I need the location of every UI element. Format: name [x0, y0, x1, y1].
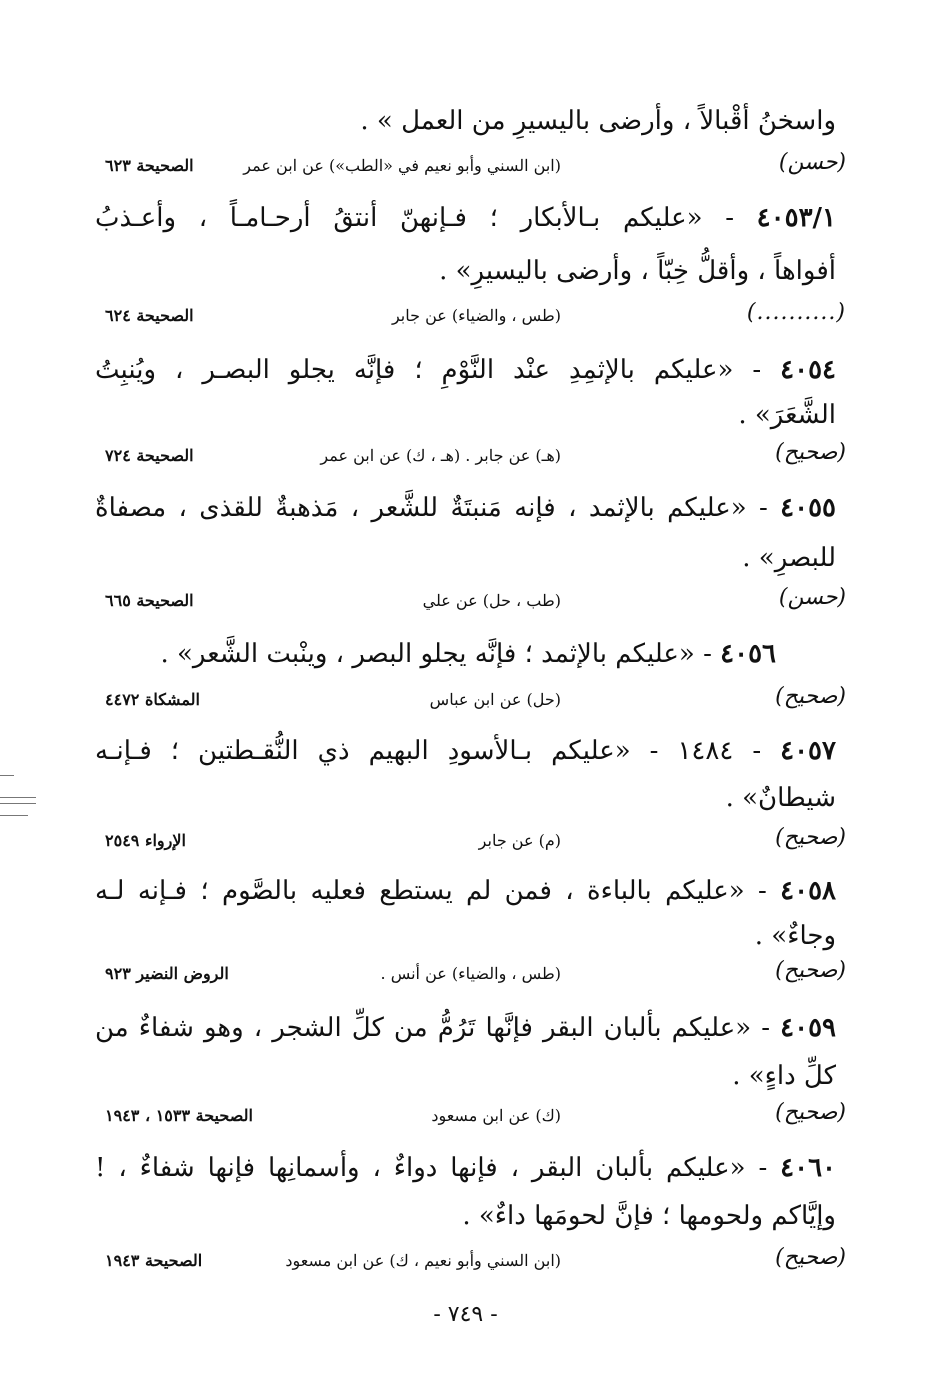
grade-label: (صحيح) [775, 958, 846, 983]
reference-text: (طس ، والضياء) عن جابر [391, 306, 561, 325]
hadith-text: - «عليكم بالإثمد ؛ فإنَّه يجلو البصر ، وينْبت الشَّعر» . [160, 639, 712, 669]
scan-margin-mark [0, 803, 36, 804]
hadith-line [95, 1010, 836, 1046]
hadith-line [95, 733, 836, 769]
scan-margin-mark [0, 775, 14, 776]
reference-text: (طب ، حل) عن علي [422, 591, 561, 610]
source-line [95, 684, 846, 724]
hadith-text: - «عليكم بالباءة ، فمن لم يستطع فعليه بالصَّوم ؛ فـإنه لـه [95, 876, 767, 906]
book-reference: الصحيحة ٦٢٤ [105, 306, 194, 325]
source-line [95, 825, 846, 865]
hadith-text: - «عليكم بـالأبكار ؛ فـإنهنّ أنتقُ أرحـامـاً ، وأعـذبُ [95, 203, 734, 233]
hadith-line [95, 490, 836, 526]
grade-label: (صحيح) [775, 440, 846, 465]
source-line [95, 1245, 846, 1285]
hadith-number: ٤٠٥٥ [780, 493, 836, 523]
hadith-text: - «عليكم بالإثمد ، فإنه مَنبتَةٌ للشَّعر ، مَذهبةٌ للقذى ، مصفاةٌ [95, 493, 768, 523]
reference-text: (طس ، والضياء) عن أنس . [380, 964, 561, 983]
hadith-line [95, 200, 836, 236]
grade-label: (صحيح) [775, 684, 846, 709]
book-reference: الصحيحة ١٥٣٣ ، ١٩٤٣ [105, 1106, 253, 1125]
grade-label: (حسن) [778, 150, 846, 175]
hadith-line [95, 1150, 836, 1186]
hadith-text: - «عليكم بألبان البقر فإنَّها تَرُمُّ من كلِّ الشجر ، وهو شفاءٌ من [95, 1013, 771, 1043]
hadith-number: ٤٠٥٩ [780, 1013, 837, 1043]
source-line [95, 1100, 846, 1140]
book-reference: الروض النضير ٩٢٣ [105, 964, 229, 983]
source-line [95, 150, 846, 190]
book-reference: الصحيحة ٦٢٣ [105, 156, 194, 175]
book-reference: المشكاة ٤٤٧٢ [105, 690, 200, 709]
hadith-number: ٤٠٥٨ [780, 876, 836, 906]
hadith-line [95, 873, 836, 909]
hadith-line: كلِّ داءٍ» . [732, 1061, 836, 1091]
page-number: - ٧٤٩ - [433, 1302, 498, 1327]
hadith-line: وإيَّاكم ولحومها ؛ فإنَّ لحومَها داءٌ» . [462, 1201, 836, 1231]
hadith-line [95, 636, 776, 672]
scan-margin-mark [0, 815, 28, 816]
hadith-line: شيطانٌ» . [725, 783, 836, 813]
grade-label: (صحيح) [775, 1100, 846, 1125]
hadith-number: ٤٠٥٣/١ [756, 203, 836, 233]
grade-label: (صحيح) [775, 1245, 846, 1270]
reference-text: (هـ) عن جابر . (هـ ، ك) عن ابن عمر [320, 446, 561, 465]
grade-label: (حسن) [778, 585, 846, 610]
grade-label: (..........) [746, 300, 846, 325]
hadith-number: ٤٠٦٠ [780, 1153, 836, 1183]
reference-text: (ك) عن ابن مسعود [431, 1106, 561, 1125]
text-line: واسخنُ أقْبالاً ، وأرضى باليسيرِ من العمل » . [360, 106, 836, 136]
hadith-text: - ١٤٨٤ - «عليكم بـالأسودِ البهيم ذي النُّقـطتين ؛ فـإنـه [95, 736, 762, 766]
book-reference: الإرواء ٢٥٤٩ [105, 831, 186, 850]
hadith-line: وجاءٌ» . [754, 921, 836, 951]
source-line [95, 958, 846, 998]
reference-text: (حل) عن ابن عباس [429, 690, 561, 709]
source-line [95, 300, 846, 340]
reference-text: (م) عن جابر [478, 831, 561, 850]
book-reference: الصحيحة ١٩٤٣ [105, 1251, 203, 1270]
hadith-line: للبصرِ» . [742, 543, 836, 573]
hadith-line: أفواهاً ، وأقلُّ خِبّاً ، وأرضى باليسيرِ» . [439, 256, 836, 286]
scan-margin-mark [0, 797, 36, 798]
hadith-text: - «عليكم بألبان البقر ، فإنها دواءٌ ، وأسمانِها فإنها شفاءٌ ، ! [95, 1153, 768, 1183]
hadith-number: ٤٠٥٤ [780, 355, 836, 385]
hadith-line [95, 352, 836, 388]
grade-label: (صحيح) [775, 825, 846, 850]
hadith-line: الشَّعَرَ» . [738, 400, 836, 430]
source-line [95, 440, 846, 480]
source-line [95, 585, 846, 625]
book-reference: الصحيحة ٦٦٥ [105, 591, 194, 610]
reference-text: (ابن السني وأبو نعيم ، ك) عن ابن مسعود [285, 1251, 561, 1270]
book-reference: الصحيحة ٧٢٤ [105, 446, 194, 465]
hadith-number: ٤٠٥٦ [720, 639, 776, 669]
hadith-text: - «عليكم بالإثمِدِ عنْد النَّوْمِ ؛ فإنَّه يجلو البصـر ، ويُنبِتُ [95, 355, 762, 385]
reference-text: (ابن السني وأبو نعيم في «الطب») عن ابن عمر [243, 156, 561, 175]
hadith-number: ٤٠٥٧ [780, 736, 836, 766]
